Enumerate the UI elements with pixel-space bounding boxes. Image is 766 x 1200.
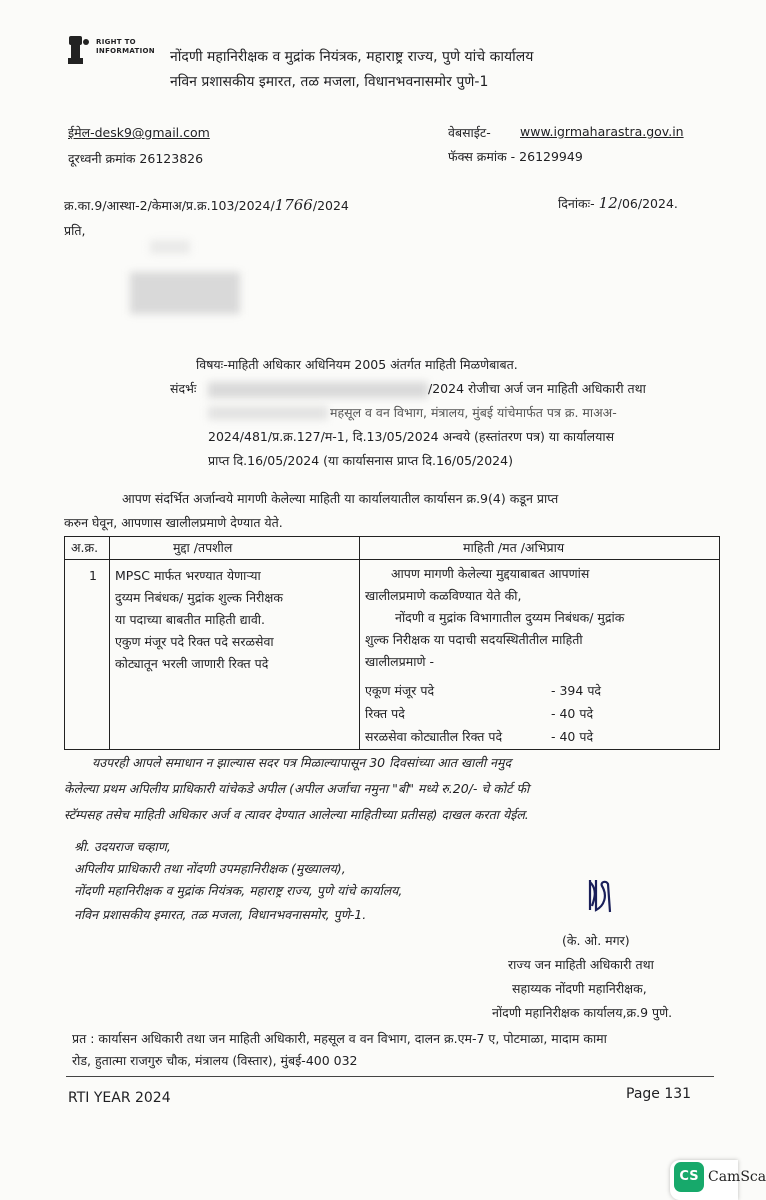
reference-line1: /2024 रोजीचा अर्ज जन माहिती अधिकारी तथा — [428, 381, 646, 396]
row-serial: 1 — [89, 568, 97, 583]
signature-mark — [584, 876, 618, 916]
website-link[interactable]: www.igrmaharastra.gov.in — [520, 124, 684, 139]
header-issue: मुद्दा /तपशील — [173, 540, 233, 555]
office-address: नविन प्रशासकीय इमारत, तळ मजला, विधानभवनासमोर पुणे-1 — [170, 74, 489, 90]
reference-line2: महसूल व वन विभाग, मंत्रालय, मुंबई यांचेमार्फत पत्र क्र. माअअ- — [330, 405, 617, 420]
info-line: खालीलप्रमाणे - — [365, 654, 434, 669]
intro-line1: आपण संदर्भित अर्जान्वये मागणी केलेल्या माहिती या कार्यालयातील कार्यासन क्र.9(4) कडून प्राप्त — [122, 491, 559, 506]
footer-page: Page 131 — [626, 1086, 692, 1102]
appeal-line1: यउपरही आपले समाधान न झाल्यास सदर पत्र मिळाल्यापासून 30 दिवसांच्या आत खाली नमुद — [92, 755, 512, 770]
copy-to-line1: प्रत : कार्यासन अधिकारी तथा जन माहिती अधिकारी, महसूल व वन विभाग, दालन क्र.एम-7 ए, पोटमाळा, मादाम कामा — [72, 1031, 607, 1046]
rti-logo — [66, 34, 155, 70]
phone-number: दूरध्वनी क्रमांक 26123826 — [68, 151, 204, 166]
letter-date: दिनांकः- 12/06/2024. — [558, 194, 678, 212]
post-vacant-value: - 40 पदे — [551, 706, 594, 721]
info-line: शुल्क निरीक्षक या पदाची सदयस्थितीतील माहिती — [365, 632, 583, 647]
header-serial: अ.क्र. — [71, 540, 99, 555]
header-info: माहिती /मत /अभिप्राय — [463, 540, 565, 555]
appellate-line4: नविन प्रशासकीय इमारत, तळ मजला, विधानभवनासमोर, पुणे-1. — [74, 907, 367, 922]
intro-line2: करुन घेवून, आपणास खालीलप्रमाणे देण्यात येते. — [64, 515, 283, 530]
copy-to-line2: रोड, हुतात्मा राजगुरु चौक, मंत्रालय (विस्तार), मुंबई-400 032 — [72, 1053, 358, 1068]
information-table — [64, 536, 720, 750]
reference-number: क्र.का.9/आस्था-2/केमाअ/प्र.क्र.103/2024/1766/2024 — [64, 196, 349, 214]
redacted-reference — [208, 382, 428, 398]
post-direct-value: - 40 पदे — [551, 729, 594, 744]
appellate-line3: नोंदणी महानिरीक्षक व मुद्रांक नियंत्रक, महाराष्ट्र राज्य, पुणे यांचे कार्यालय, — [74, 883, 403, 898]
signatory-line1: राज्य जन माहिती अधिकारी तथा — [508, 957, 654, 972]
rti-emblem-icon — [66, 34, 94, 66]
issue-line: कोट्यातून भरली जाणारी रिक्त पदे — [115, 656, 269, 671]
post-total-value: - 394 पदे — [551, 683, 602, 698]
addressee-label: प्रति, — [64, 223, 86, 238]
reference-label: संदर्भः — [170, 381, 197, 396]
signatory-name: (के. ओ. मगर) — [562, 933, 630, 948]
post-vacant-label: रिक्त पदे — [365, 706, 405, 721]
handwritten-number: 1766 — [274, 196, 313, 214]
reference-line3: 2024/481/प्र.क्र.127/म-1, दि.13/05/2024 अन्वये (हस्तांतरण पत्र) या कार्यालयास — [208, 429, 615, 444]
issue-line: दुय्यम निबंधक/ मुद्रांक शुल्क निरीक्षक — [115, 590, 283, 605]
signatory-line3: नोंदणी महानिरीक्षक कार्यालय,क्र.9 पुणे. — [492, 1005, 673, 1020]
info-line: खालीलप्रमाणे कळविण्यात येते की, — [365, 588, 522, 603]
website-label: वेबसाईट- — [448, 125, 491, 140]
issue-line: MPSC मार्फत भरण्यात येणाऱ्या — [115, 568, 261, 583]
issue-line: एकुण मंजूर पदे रिक्त पदे सरळसेवा — [115, 634, 274, 649]
issue-line: या पदाच्या बाबतीत माहिती द्यावी. — [115, 612, 266, 627]
info-line: आपण मागणी केलेल्या मुद्दयाबाबत आपणांस — [391, 566, 590, 581]
camscanner-watermark — [670, 1160, 766, 1200]
appeal-line3: स्टॅम्पसह तसेच माहिती अधिकार अर्ज व त्यावर देण्यात आलेल्या माहितीच्या प्रतीसह) दाखल करता येईल. — [64, 807, 529, 822]
fax-number: फॅक्स क्रमांक - 26129949 — [448, 149, 583, 164]
subject-line: विषयः-माहिती अधिकार अधिनियम 2005 अंतर्गत माहिती मिळणेबाबत. — [196, 357, 518, 372]
office-name: नोंदणी महानिरीक्षक व मुद्रांक नियंत्रक, महाराष्ट्र राज्य, पुणे यांचे कार्यालय — [170, 49, 534, 65]
appellate-line2: अपिलीय प्राधिकारी तथा नोंदणी उपमहानिरीक्षक (मुख्यालय), — [74, 861, 346, 876]
email-link[interactable]: ईमेल-desk9@gmail.com — [68, 125, 210, 140]
appellate-name: श्री. उदयराज चव्हाण, — [74, 839, 171, 854]
post-direct-label: सरळसेवा कोट्यातील रिक्त पदे — [365, 729, 503, 744]
redacted-office — [208, 406, 328, 420]
camscanner-text: CamSca — [708, 1169, 766, 1185]
info-line: नोंदणी व मुद्रांक विभागातील दुय्यम निबंधक/ मुद्रांक — [395, 610, 625, 625]
appeal-line2: केलेल्या प्रथम अपिलीय प्राधिकारी यांचेकडे अपील (अपील अर्जाचा नमुना "बी" मध्ये रु.20/- चे कोर्ट फी — [64, 781, 530, 796]
post-total-label: एकूण मंजूर पदे — [365, 683, 435, 698]
signatory-line2: सहाय्यक नोंदणी महानिरीक्षक, — [512, 981, 647, 996]
redacted-mark — [150, 240, 190, 254]
logo-line1: RIGHT TO — [96, 38, 136, 46]
footer-year: RTI YEAR 2024 — [68, 1090, 171, 1106]
redacted-addressee — [130, 272, 240, 314]
reference-line4: प्राप्त दि.16/05/2024 (या कार्यासनास प्राप्त दि.16/05/2024) — [208, 453, 513, 468]
camscanner-badge-icon: CS — [674, 1162, 704, 1192]
footer-divider — [66, 1076, 714, 1077]
logo-line2: INFORMATION — [96, 47, 155, 55]
